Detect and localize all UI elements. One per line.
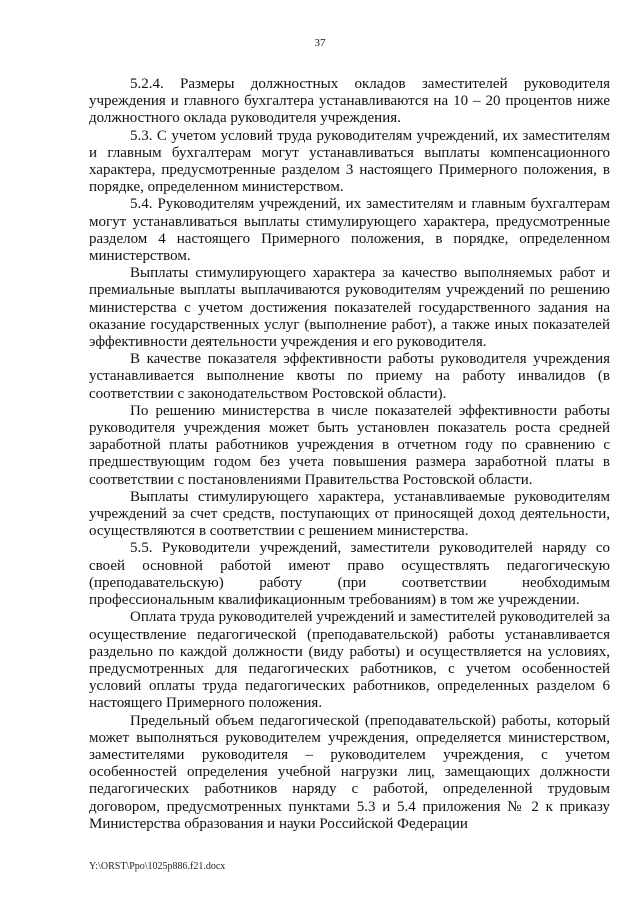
paragraph-teaching-volume: Предельный объем педагогической (преподавательской) работы, который может выполняться руководителем учреждения, определяется министерством, заместителями руководителя – руководителем учреждения, с учетом особенностей определения учебной нагрузки лиц, замещающих должности педагогических работников наряду с работой, определенной трудовым договором, предусмотренных пунктами 5.3 и 5.4 приложения № 2 к приказу Министерства образования и науки Российской Федерации (89, 712, 610, 832)
document-body (89, 76, 610, 833)
paragraph-efficiency-indicator: В качестве показателя эффективности работы руководителя учреждения устанавливается выполнение квоты по приему на работу инвалидов (в соответствии с законодательством Ростовской области). (89, 351, 610, 402)
paragraph-income-payments: Выплаты стимулирующего характера, устанавливаемые руководителям учреждений за счет средств, поступающих от приносящей доход деятельности, осуществляются в соответствии с решением министерства. (89, 488, 610, 540)
paragraph-salary-growth: По решению министерства в числе показателей эффективности работы руководителя учреждения может быть установлен показатель роста средней заработной платы работников учреждения в отчетном году по сравнению с предшествующим годом без учета повышения размера заработной платы в соответствии с постановлениями Правительства Ростовской области. (89, 402, 610, 488)
page-number: 37 (314, 37, 326, 49)
paragraph-5-4: 5.4. Руководителям учреждений, их заместителям и главным бухгалтерам могут устанавливаться выплаты стимулирующего характера, предусмотренные разделом 4 настоящего Примерного положения, в порядке, определенном министерством. (89, 196, 610, 265)
paragraph-5-5: 5.5. Руководители учреждений, заместители руководителей наряду со своей основной работой имеют право осуществлять педагогическую (преподавательскую) работу (при соответствии необходимым профессиональным квалификационным требованиям) в том же учреждении. (89, 540, 610, 609)
paragraph-5-2-4: 5.2.4. Размеры должностных окладов заместителей руководителя учреждения и главного бухгалтера устанавливаются на 10 – 20 процентов ниже должностного оклада руководителя учреждения. (89, 76, 610, 127)
paragraph-stimulating-payments: Выплаты стимулирующего характера за качество выполняемых работ и премиальные выплаты выплачиваются руководителям учреждений по решению министерства с учетом достижения показателей государственного задания на оказание государственных услуг (выполнение работ), а также иных показателей эффективности деятельности учреждения и его руководителя. (89, 265, 610, 351)
paragraph-5-3: 5.3. С учетом условий труда руководителям учреждений, их заместителям и главным бухгалтерам могут устанавливаться выплаты компенсационного характера, предусмотренные разделом 3 настоящего Примерного положения, в порядке, определенном министерством. (89, 127, 610, 196)
file-path-footer: Y:\ORST\Ppo\1025p886.f21.docx (89, 861, 226, 872)
paragraph-teaching-pay: Оплата труда руководителей учреждений и заместителей руководителей за осуществление педагогической (преподавательской) работы устанавливается раздельно по каждой должности (виду работы) и осуществляется на условиях, предусмотренных для педагогических работников, с учетом особенностей условий оплаты труда педагогических работников, определенных разделом 6 настоящего Примерного положения. (89, 609, 610, 712)
